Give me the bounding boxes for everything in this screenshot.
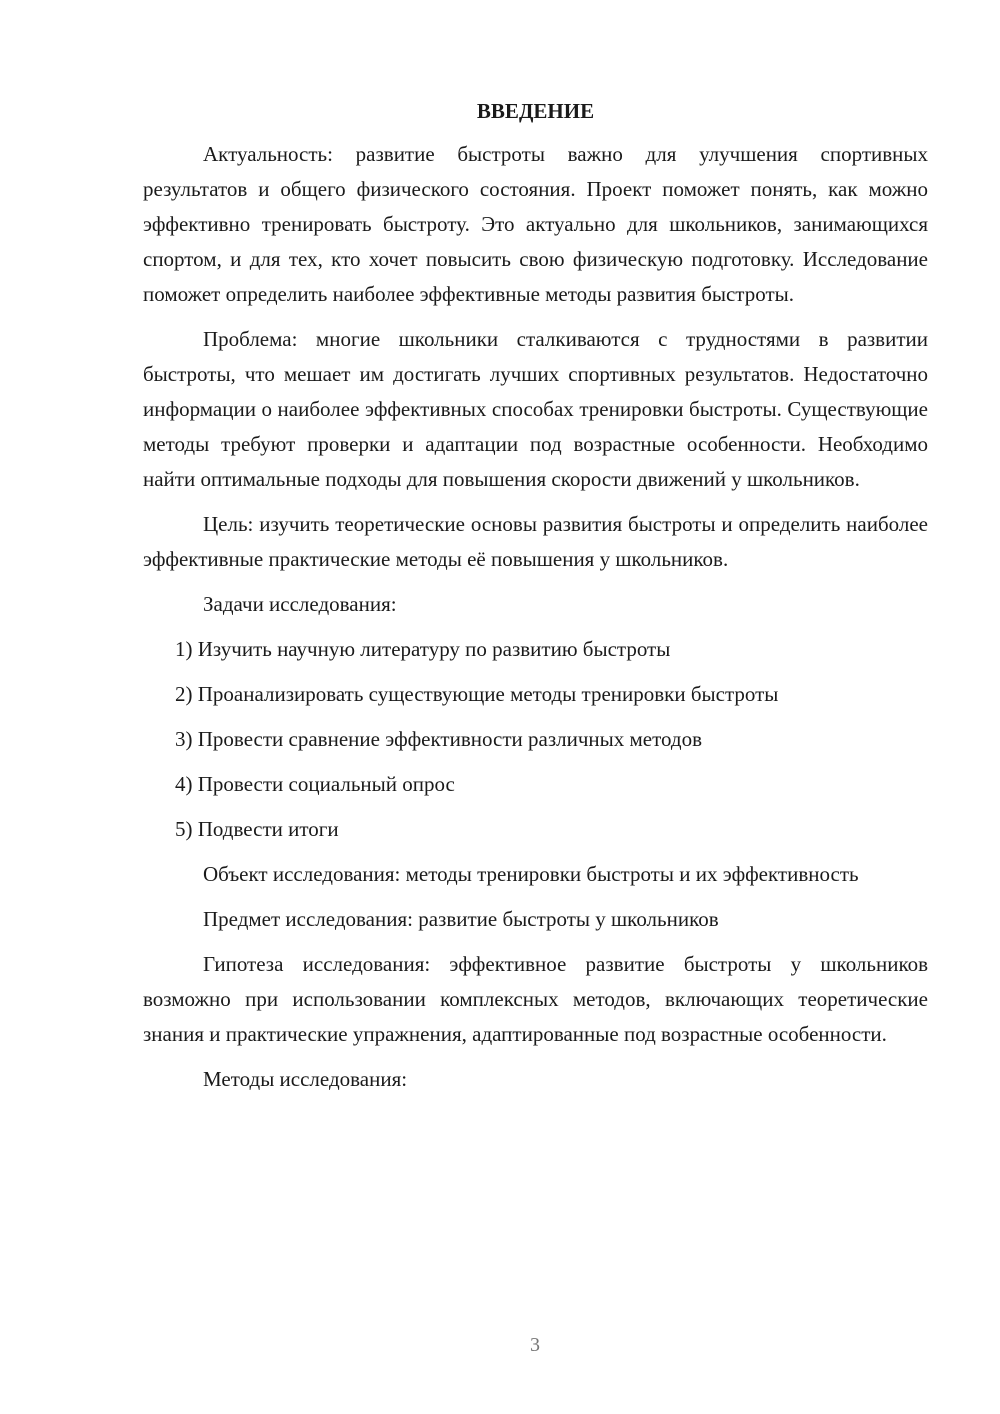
subject-paragraph: Предмет исследования: развитие быстроты у школьников [203, 907, 719, 931]
methods-title: Методы исследования: [203, 1067, 408, 1091]
document-page [143, 94, 928, 1107]
object-paragraph: Объект исследования: методы тренировки быстроты и их эффективность [203, 862, 859, 886]
task-item-5: 5) Подвести итоги [175, 817, 339, 841]
problem-paragraph: Проблема: многие школьники сталкиваются с трудностями в развитии быстроты, что мешает им достигать лучших спортивных результатов. Недостаточно информации о наиболее эффективных способах тренировки быстроты. Существующие методы требуют проверки и адаптации под возрастные особенности. Необходимо найти оптимальные подходы для повышения скорости движений у школьников. [143, 327, 928, 491]
page-number: 3 [530, 1334, 540, 1356]
relevance-paragraph: Актуальность: развитие быстроты важно для улучшения спортивных результатов и общего физического состояния. Проект поможет понять, как можно эффективно тренировать быстроту. Это актуально для школьников, занимающихся спортом, и для тех, кто хочет повысить свою физическую подготовку. Исследование поможет определить наиболее эффективные методы развития быстроты. [143, 142, 928, 306]
task-item-2: 2) Проанализировать существующие методы тренировки быстроты [175, 682, 779, 706]
section-heading: ВВЕДЕНИЕ [476, 99, 595, 123]
task-item-3: 3) Провести сравнение эффективности различных методов [175, 727, 702, 751]
hypothesis-paragraph: Гипотеза исследования: эффективное развитие быстроты у школьников возможно при использовании комплексных методов, включающих теоретические знания и практические упражнения, адаптированные под возрастные особенности. [143, 952, 928, 1046]
tasks-title: Задачи исследования: [203, 592, 397, 616]
goal-paragraph: Цель: изучить теоретические основы развития быстроты и определить наиболее эффективные практические методы её повышения у школьников. [143, 512, 928, 571]
task-item-4: 4) Провести социальный опрос [175, 772, 455, 796]
task-item-1: 1) Изучить научную литературу по развитию быстроты [175, 637, 671, 661]
